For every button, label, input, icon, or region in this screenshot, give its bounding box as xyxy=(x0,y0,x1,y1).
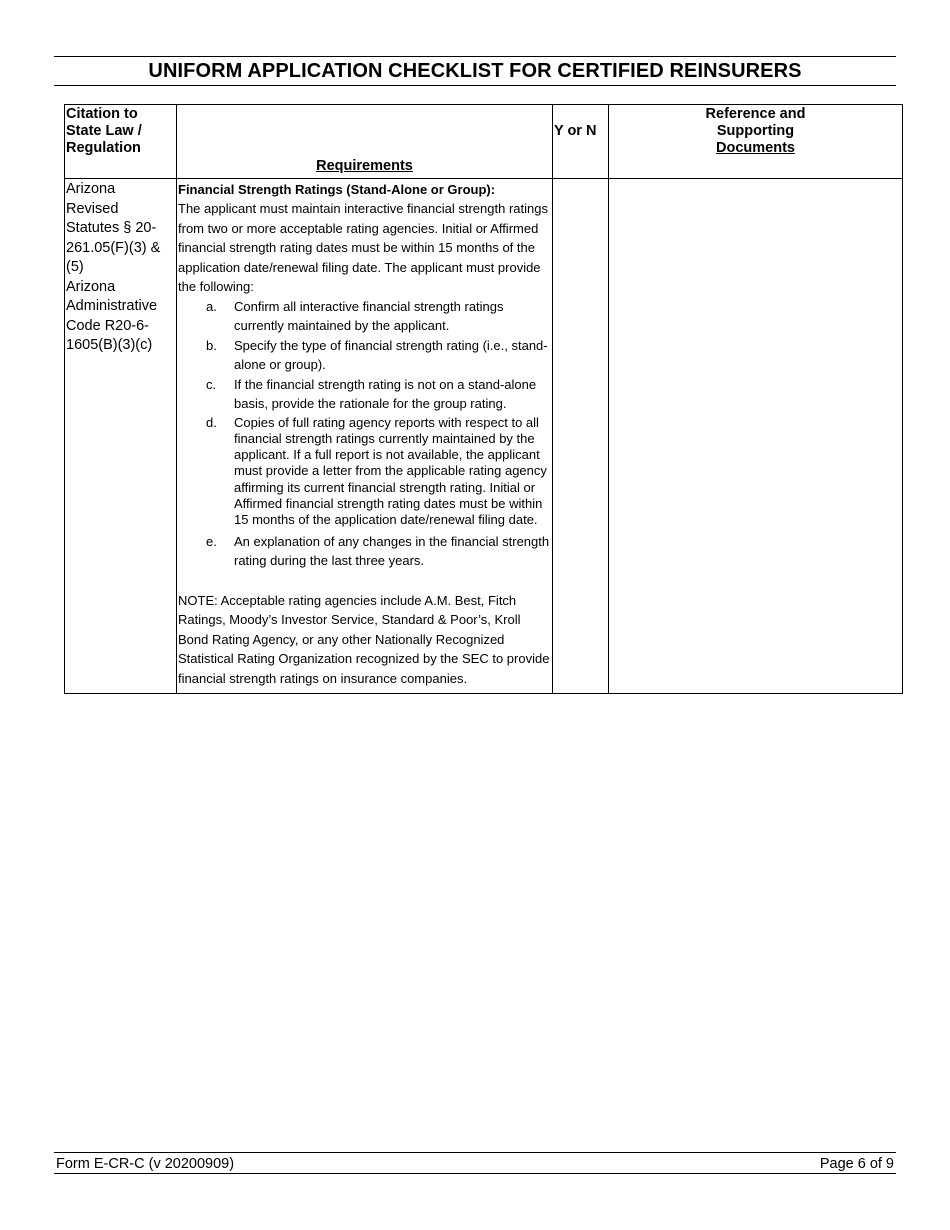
column-header-reference-documents: Documents xyxy=(716,140,795,156)
list-item-marker: d. xyxy=(206,414,217,430)
column-header-y-or-n-label: Y or N xyxy=(554,123,597,139)
page-number: Page 6 of 9 xyxy=(819,1156,894,1172)
list-item xyxy=(178,297,550,336)
citation-line: Arizona xyxy=(66,278,116,295)
list-item xyxy=(178,375,550,414)
citation-cell xyxy=(65,179,177,694)
requirements-cell xyxy=(177,179,553,694)
requirement-note: NOTE: Acceptable rating agencies include A.M. Best, Fitch Ratings, Moody’s Investor Service, Standard & Poor’s, Kroll Bond Rating Agency, or any other Nationally Recognized Statistical Rating Organization recognized by the SEC to provide financial strength ratings on insurance companies. xyxy=(178,592,550,686)
list-item xyxy=(178,415,550,529)
list-item-marker: e. xyxy=(206,533,217,549)
page-title: UNIFORM APPLICATION CHECKLIST FOR CERTIFIED REINSURERS xyxy=(148,60,802,82)
footer-top-rule xyxy=(54,1152,896,1153)
column-header-requirements-label: Requirements xyxy=(316,158,413,174)
requirement-list xyxy=(178,297,550,571)
citation-line: Statutes § 20- xyxy=(66,220,157,236)
title-top-rule xyxy=(54,56,896,57)
title-bottom-rule xyxy=(54,85,896,86)
column-header-citation-line: State Law / xyxy=(66,123,142,139)
list-item xyxy=(178,532,550,571)
list-item-text: Copies of full rating agency reports with respect to all financial strength ratings currently maintained by the applicant. If a full report is not available, the applicant must provide a letter from the applicable rating agency affirming its current financial strength rating. Initial or Affirmed financial strength rating dates must be within 15 months of the application date/renewal filing date. xyxy=(234,414,547,528)
reference-cell[interactable] xyxy=(609,179,903,694)
citation-line: Revised xyxy=(66,200,119,217)
y-or-n-cell[interactable] xyxy=(553,179,609,694)
form-id: Form E-CR-C (v 20200909) xyxy=(56,1156,235,1172)
list-item-marker: c. xyxy=(206,376,217,392)
citation-line: Code R20-6- xyxy=(66,317,150,334)
column-header-citation-line: Citation to xyxy=(66,106,138,122)
citation-line: (5) xyxy=(66,259,84,275)
column-header-requirements xyxy=(177,105,553,179)
list-item-text: If the financial strength rating is not on a stand-alone basis, provide the rationale for the group rating. xyxy=(234,376,537,411)
table-header-row xyxy=(65,105,903,179)
footer-bottom-rule xyxy=(54,1173,896,1174)
citation-line: 261.05(F)(3) & xyxy=(66,239,161,256)
column-header-citation xyxy=(65,105,177,179)
column-header-reference-line: Supporting xyxy=(716,123,795,139)
list-item-text: An explanation of any changes in the financial strength rating during the last three years. xyxy=(234,533,550,569)
list-item-marker: b. xyxy=(206,337,217,353)
column-header-citation-line: Regulation xyxy=(66,140,141,156)
citation-line: Arizona xyxy=(66,181,116,197)
column-header-y-or-n xyxy=(553,105,609,179)
citation-line: Administrative xyxy=(66,298,158,314)
list-item-text: Specify the type of financial strength rating (i.e., stand-alone or group). xyxy=(234,337,548,372)
column-header-reference xyxy=(609,105,903,179)
list-item-text: Confirm all interactive financial strength ratings currently maintained by the applicant. xyxy=(234,298,504,333)
checklist-table xyxy=(64,104,903,694)
list-item-marker: a. xyxy=(206,298,217,314)
list-item xyxy=(178,336,550,375)
table-row xyxy=(65,179,903,694)
column-header-reference-line: Reference and xyxy=(705,106,806,122)
requirement-intro: The applicant must maintain interactive financial strength ratings from two or more acceptable rating agencies. Initial or Affirmed financial strength rating dates must be within 15 months of the application date/renewal filing date. The applicant must provide the following: xyxy=(178,201,548,294)
citation-line: 1605(B)(3)(c) xyxy=(66,337,153,353)
requirement-heading: Financial Strength Ratings (Stand-Alone or Group): xyxy=(178,182,496,197)
